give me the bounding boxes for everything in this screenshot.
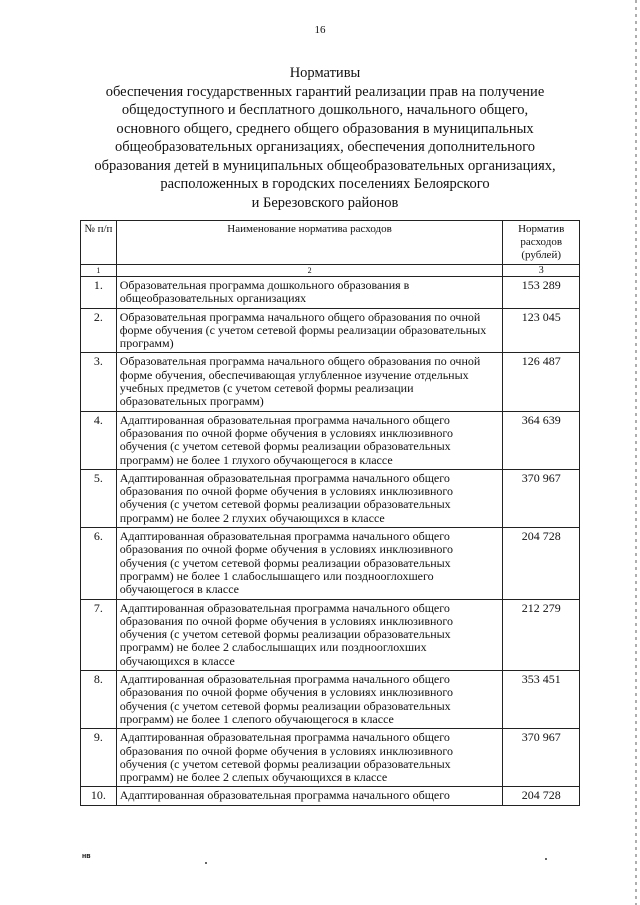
row-number: 3. xyxy=(81,353,117,411)
header-name: Наименование норматива расходов xyxy=(116,221,503,265)
row-number: 9. xyxy=(81,729,117,787)
header-value: Норматив расходов (рублей) xyxy=(503,221,580,265)
row-value: 204 728 xyxy=(503,787,580,805)
row-value: 353 451 xyxy=(503,671,580,729)
row-name: Адаптированная образовательная программа начального общего образования по очной форме обучения в условиях инклюзивного обучения (с учетом сетевой формы реализации образовательных программ) не более 1 слепого обучающегося в классе xyxy=(116,671,503,729)
row-value: 370 967 xyxy=(503,469,580,527)
row-value: 370 967 xyxy=(503,729,580,787)
row-value: 153 289 xyxy=(503,277,580,309)
title-line: основного общего, среднего общего образования в муниципальных xyxy=(116,120,534,137)
row-name: Образовательная программа начального общего образования по очной форме обучения, обеспечивающая углубленное изучение отдельных учебных предметов (с учетом сетевой формы реализации образовательных программ) xyxy=(116,353,503,411)
index-cell: 1 xyxy=(81,265,117,277)
row-name: Адаптированная образовательная программа начального общего xyxy=(116,787,503,805)
title-line: обеспечения государственных гарантий реализации прав на получение xyxy=(105,83,545,100)
row-number: 10. xyxy=(81,787,117,805)
table-row xyxy=(81,277,580,309)
header-num: № п/п xyxy=(81,221,117,265)
title-line: и Березовского районов xyxy=(251,194,399,211)
table-row xyxy=(81,353,580,411)
index-cell: 2 xyxy=(116,265,503,277)
row-name: Образовательная программа дошкольного образования в общеобразовательных организациях xyxy=(116,277,503,309)
row-number: 2. xyxy=(81,308,117,353)
norms-table xyxy=(80,220,580,806)
title-line: расположенных в городских поселениях Белоярского xyxy=(160,176,490,192)
table-row xyxy=(81,671,580,729)
footer-mark: нв xyxy=(82,853,91,860)
row-name: Адаптированная образовательная программа начального общего образования по очной форме обучения в условиях инклюзивного обучения (с учетом сетевой формы реализации образовательных программ) не более 2 слепых обучающихся в классе xyxy=(116,729,503,787)
row-name: Адаптированная образовательная программа начального общего образования по очной форме обучения в условиях инклюзивного обучения (с учетом сетевой формы реализации образовательных программ) не более 2 слабослышащих или позднооглохших обучающихся в классе xyxy=(116,599,503,670)
table-row xyxy=(81,528,580,599)
row-number: 7. xyxy=(81,599,117,670)
scan-speck xyxy=(545,858,547,860)
title-line: образования детей в муниципальных общеобразовательных организациях, xyxy=(94,157,556,174)
row-name: Адаптированная образовательная программа начального общего образования по очной форме обучения в условиях инклюзивного обучения (с учетом сетевой формы реализации образовательных программ) не более 2 глухих обучающихся в классе xyxy=(116,469,503,527)
table-row xyxy=(81,729,580,787)
table-index-row xyxy=(81,265,580,277)
scan-speck xyxy=(205,862,207,864)
row-name: Адаптированная образовательная программа начального общего образования по очной форме обучения в условиях инклюзивного обучения (с учетом сетевой формы реализации образовательных программ) не более 1 глухого обучающегося в классе xyxy=(116,411,503,469)
row-value: 123 045 xyxy=(503,308,580,353)
table-row xyxy=(81,599,580,670)
row-value: 364 639 xyxy=(503,411,580,469)
title-line: общедоступного и бесплатного дошкольного, начального общего, xyxy=(121,102,529,118)
page-number: 16 xyxy=(314,24,326,36)
title-heading: Нормативы xyxy=(289,65,361,81)
title-line: общеобразовательных организациях, обеспечения дополнительного xyxy=(114,139,536,155)
scan-edge xyxy=(635,0,637,905)
row-value: 204 728 xyxy=(503,528,580,599)
row-value: 126 487 xyxy=(503,353,580,411)
document-title xyxy=(60,64,590,212)
row-value: 212 279 xyxy=(503,599,580,670)
row-number: 6. xyxy=(81,528,117,599)
index-cell: 3 xyxy=(503,265,580,277)
row-name: Образовательная программа начального общего образования по очной форме обучения (с учетом сетевой формы реализации образовательных программ) xyxy=(116,308,503,353)
row-name: Адаптированная образовательная программа начального общего образования по очной форме обучения в условиях инклюзивного обучения (с учетом сетевой формы реализации образовательных программ) не более 1 слабослышащего или позднооглохшего обучающегося в классе xyxy=(116,528,503,599)
row-number: 4. xyxy=(81,411,117,469)
table-row xyxy=(81,469,580,527)
table-row xyxy=(81,411,580,469)
row-number: 8. xyxy=(81,671,117,729)
table-row xyxy=(81,308,580,353)
row-number: 5. xyxy=(81,469,117,527)
table-row xyxy=(81,787,580,805)
table-header-row xyxy=(81,221,580,265)
row-number: 1. xyxy=(81,277,117,309)
